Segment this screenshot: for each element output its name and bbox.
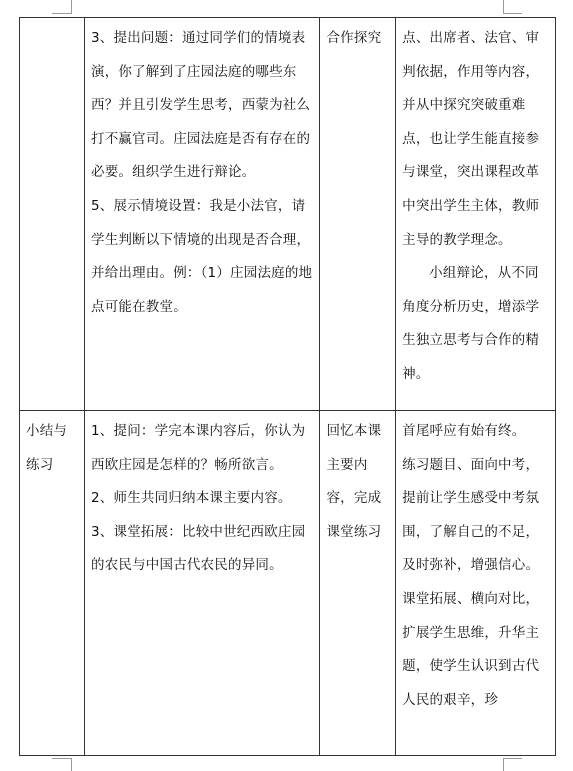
crop-mark-bottom-right-h (503, 758, 522, 759)
crop-mark-bottom-left-h (52, 758, 71, 759)
crop-mark-top-left-h (52, 13, 71, 14)
stage-cell (20, 18, 85, 411)
intent-item: 小组辩论，从不同角度分析历史，增添学生独立思考与合作的精神。 (402, 265, 540, 382)
design-intent-cell (396, 18, 556, 411)
table-row (20, 411, 556, 756)
student-activity-cell: 回忆本课主要内容，完成课堂练习 (320, 411, 396, 756)
crop-mark-top-left-v (71, 0, 72, 14)
crop-mark-bottom-left-v (71, 758, 72, 771)
intent-item: 首尾呼应有始有终。 (402, 423, 526, 439)
crop-mark-bottom-right-v (503, 758, 504, 771)
intent-item: 点、出席者、法官、审判依据，作用等内容，并从中探究突破重难点，也让学生能直接参与课堂，突出课程改革中突出学生主体，教师主导的教学理念。 (402, 30, 540, 248)
intent-item: 课堂拓展、横向对比，扩展学生思维，升华主题，使学生认识到古代人民的艰辛，珍 (402, 590, 540, 708)
lesson-plan-table (19, 17, 556, 756)
intent-item: 练习题目、面向中考，提前让学生感受中考氛围，了解自己的不足，及时弥补，增强信心。 (402, 456, 540, 574)
activity-item: 5、展示情境设置：我是小法官，请学生判断以下情境的出现是否合理，并给出理由。例：（1）庄园法庭的地点可能在教堂。 (91, 197, 313, 315)
design-intent-cell (396, 411, 556, 756)
teacher-activity-cell (85, 18, 320, 411)
activity-item: 1、提问：学完本课内容后，你认为西欧庄园是怎样的？畅所欲言。 (91, 423, 306, 473)
activity-item: 3、提出问题：通过同学们的情境表演，你了解到了庄园法庭的哪些东西？并且引发学生思考，西蒙为社么打不赢官司。庄园法庭是否有存在的必要。组织学生进行辩论。 (91, 30, 311, 181)
crop-mark-top-right-v (503, 0, 504, 14)
student-activity-cell: 合作探究 (320, 18, 396, 411)
activity-item: 2、师生共同归纳本课主要内容。 (91, 490, 292, 507)
activity-item: 3、课堂拓展：比较中世纪西欧庄园的农民与中国古代农民的异同。 (91, 523, 306, 574)
crop-mark-top-right-h (503, 13, 522, 14)
table-row (20, 18, 556, 411)
teacher-activity-cell (85, 411, 320, 756)
stage-cell: 小结与练习 (20, 411, 85, 756)
